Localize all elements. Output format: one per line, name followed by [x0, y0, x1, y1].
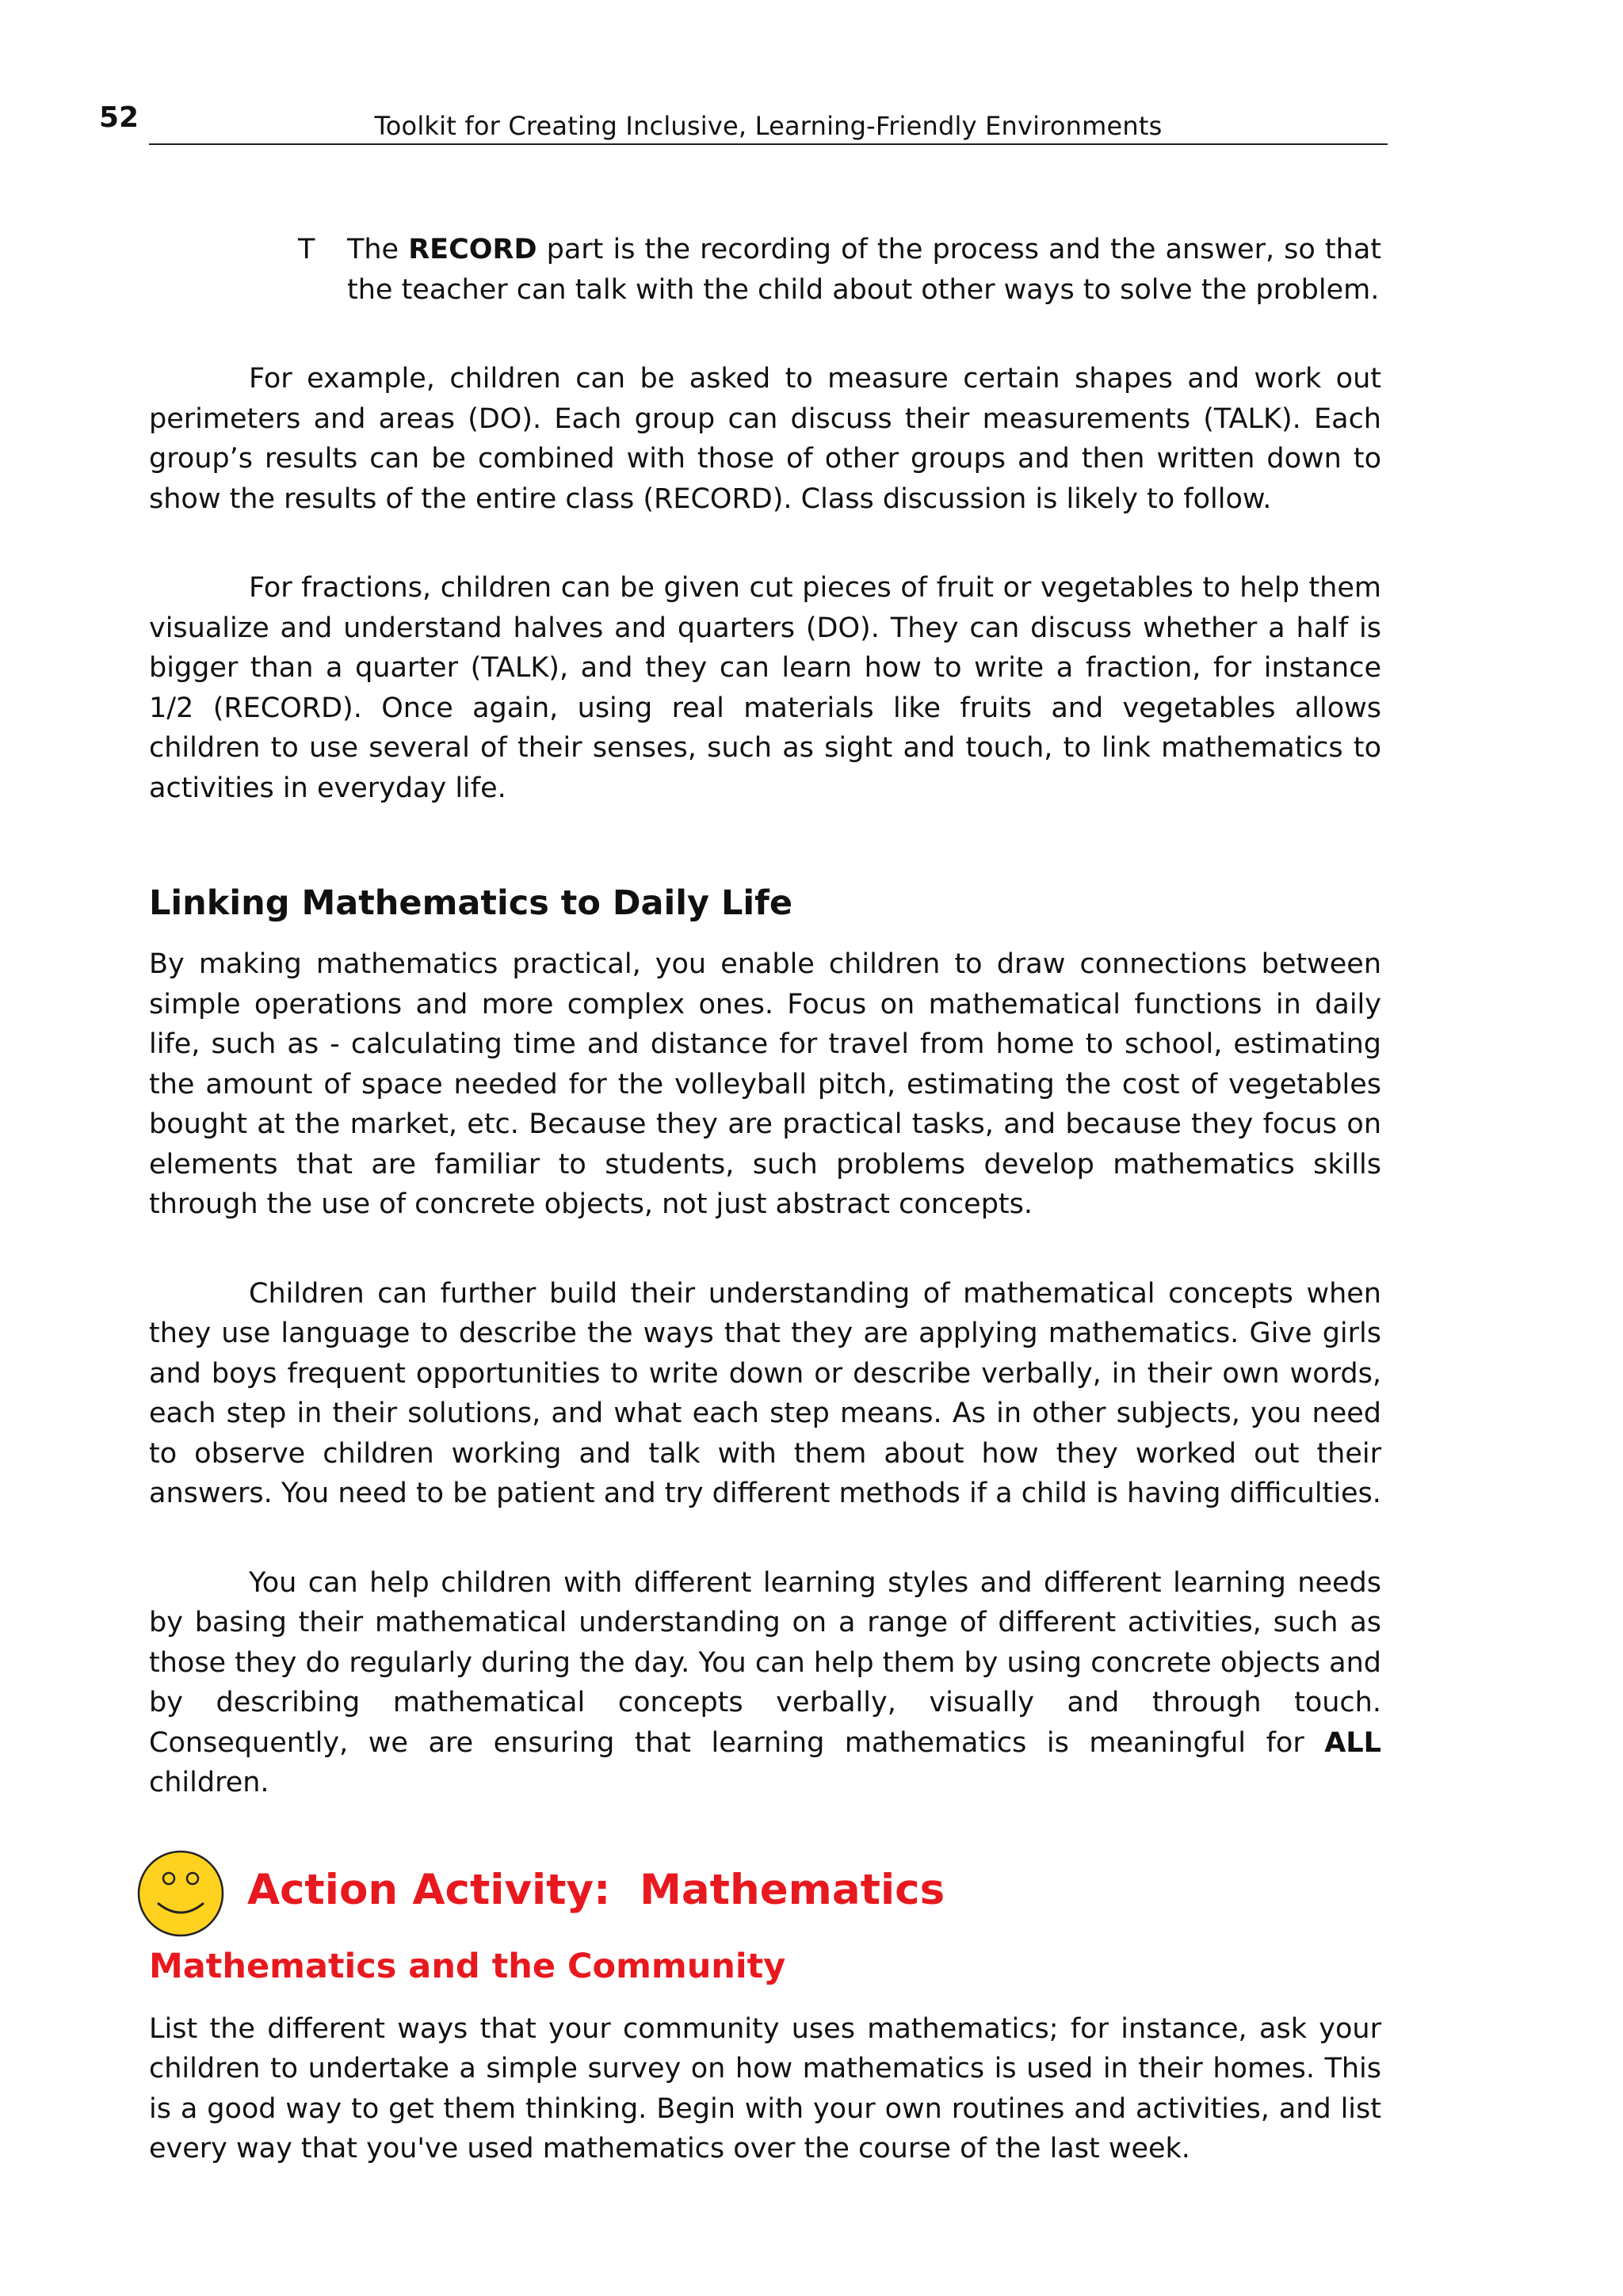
action-subheading: Mathematics and the Community	[149, 1946, 786, 1986]
emphasis-all: ALL	[1324, 1726, 1381, 1759]
bullet-text-end: part is the recording of the process and the answer, so that the teacher can talk with the child about other ways to solve the problem.	[347, 234, 1381, 306]
paragraph-language-math: Children can further build their understanding of mathematical concepts when they use language to describe the ways that they are applying mathematics. Give girls and boys frequent opportunities to write down or describe verbally, in their own words, each step in their solutions, and what each step means. As in other subjects, you need to observe children working and talk with them about how they worked out their answers. You need to be patient and try different methods if a child is having difficulties.	[149, 1277, 1381, 1509]
smiley-face-icon	[136, 1849, 225, 1938]
paragraph-practical-math: By making mathematics practical, you enable children to draw connections between simple operations and more complex ones. Focus on mathematical functions in daily life, such as - calculating time and distance for travel from home to school, estimating the amount of space needed for the volleyball pitch, estimating the cost of vegetables bought at the market, etc. Because they are practical tasks, and because they focus on elements that are familiar to students, such problems develop mathematics skills through the use of concrete objects, not just abstract concepts.	[149, 948, 1381, 1220]
spacer	[149, 1225, 1381, 1274]
spacer	[149, 927, 1381, 944]
spacer	[149, 519, 1381, 568]
header-divider	[149, 143, 1388, 145]
spacer	[149, 1514, 1381, 1563]
section-heading: Linking Mathematics to Daily Life	[149, 883, 793, 923]
record-bullet-item	[298, 230, 1381, 310]
spacer	[149, 1990, 1381, 2009]
running-header: Toolkit for Creating Inclusive, Learning-Friendly Environments	[374, 111, 1163, 141]
spacer	[149, 808, 1381, 879]
paragraph-perimeters-example: For example, children can be asked to measure certain shapes and work out perimeters and areas (DO). Each group can discuss their measurements (TALK). Each group’s results can be combined with those of other groups and then written down to show the results of the entire class (RECORD). Class discussion is likely to follow.	[149, 363, 1381, 515]
paragraph-fractions-example: For fractions, children can be given cut pieces of fruit or vegetables to help them visualize and understand halves and quarters (DO). They can discuss whether a half is bigger than a quarter (TALK), and they can learn how to write a fraction, for instance 1/2 (RECORD). Once again, using real materials like fruits and vegetables allows children to use several of their senses, such as sight and touch, to link mathematics to activities in everyday life.	[149, 572, 1381, 804]
bullet-marker: T	[298, 234, 315, 265]
bullet-text-start: The	[347, 234, 409, 265]
learning-styles-text: You can help children with different learning styles and different learning needs by basing their mathematical understanding on a range of different activities, such as those they do regularly during the day. You can help them by using concrete objects and by describing mathematical concepts verbally, visually and through touch. Consequently, we are ensuring that learning mathematics is meaningful for	[149, 1566, 1381, 1759]
spacer	[149, 1936, 1381, 1943]
action-activity-header	[149, 1849, 1381, 1936]
learning-styles-end: children.	[149, 1767, 269, 1798]
bullet-bold-term: RECORD	[408, 234, 537, 265]
paragraph-learning-styles	[149, 1563, 1381, 1803]
action-activity-title: Action Activity: Mathematics	[247, 1865, 945, 1914]
spacer	[149, 1803, 1381, 1849]
paragraph-community-activity: List the different ways that your community uses mathematics; for instance, ask your children to undertake a simple survey on how mathematics is used in their homes. This is a good way to get them thinking. Begin with your own routines and activities, and list every way that you've used mathematics over the course of the last week.	[149, 2012, 1381, 2164]
page-number: 52	[99, 101, 139, 134]
spacer	[149, 310, 1381, 359]
page-body	[149, 230, 1381, 2169]
